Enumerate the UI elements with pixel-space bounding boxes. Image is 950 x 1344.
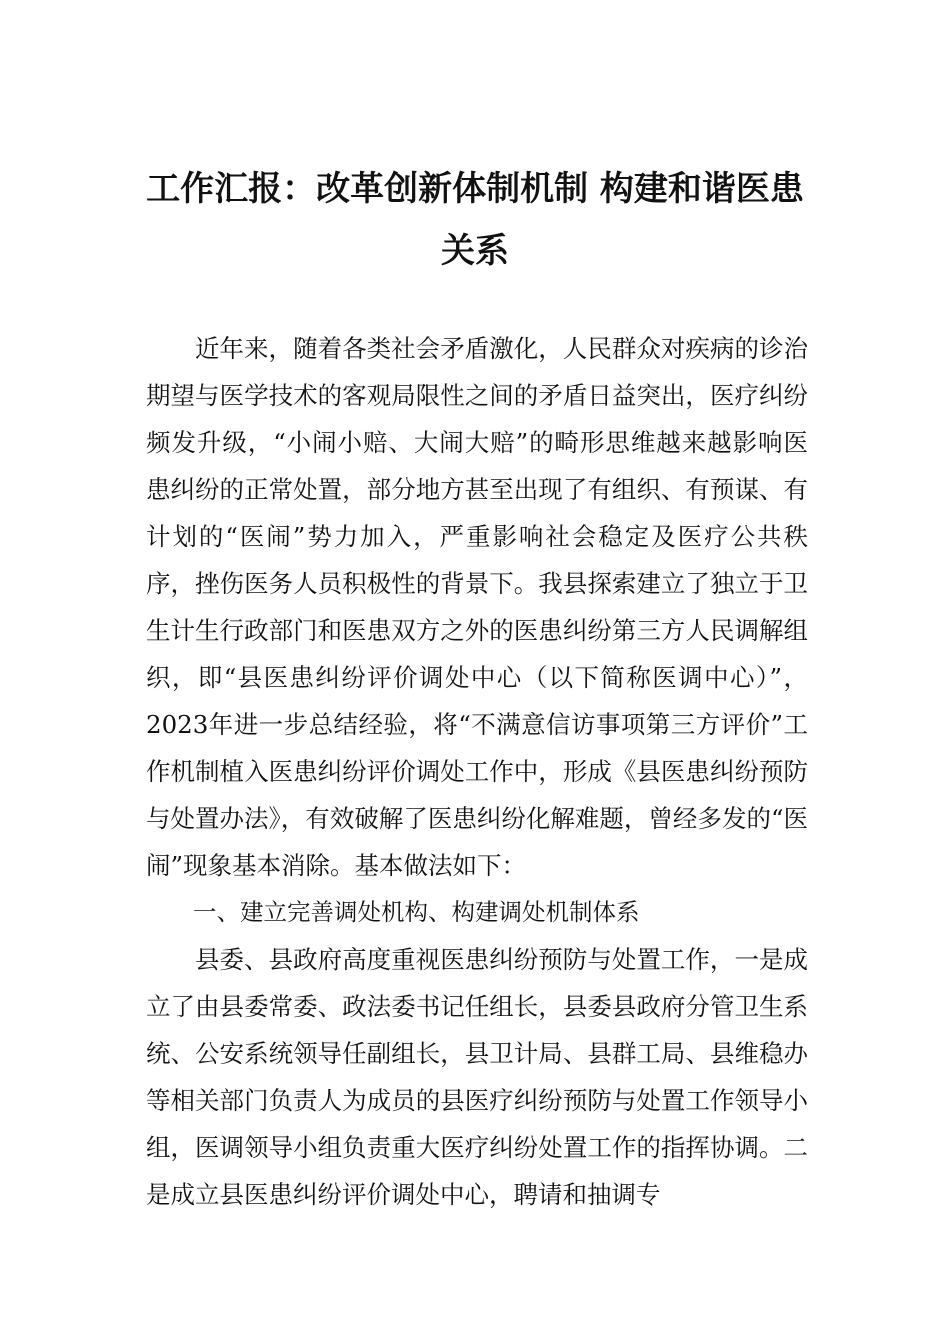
document-body	[146, 325, 808, 1218]
intro-paragraph: 近年来，随着各类社会矛盾激化，人民群众对疾病的诊治期望与医学技术的客观局限性之间的矛盾日益突出，医疗纠纷频发升级，“小闹小赔、大闹大赔”的畸形思维越来越影响医患纠纷的正常处置，部分地方甚至出现了有组织、有预谋、有计划的“医闹”势力加入，严重影响社会稳定及医疗公共秩序，挫伤医务人员积极性的背景下。我县探索建立了独立于卫生计生行政部门和医患双方之外的医患纠纷第三方人民调解组织，即“县医患纠纷评价调处中心（以下简称医调中心）”，2023年进一步总结经验，将“不满意信访事项第三方评价”工作机制植入医患纠纷评价调处工作中，形成《县医患纠纷预防与处置办法》，有效破解了医患纠纷化解难题，曾经多发的“医闹”现象基本消除。基本做法如下：	[146, 334, 808, 880]
section-heading: 一、建立完善调处机构、构建调处机制体系	[193, 898, 640, 926]
document-title: 工作汇报：改革创新体制机制 构建和谐医患关系	[146, 169, 804, 271]
section-paragraph: 县委、县政府高度重视医患纠纷预防与处置工作，一是成立了由县委常委、政法委书记任组长，县委县政府分管卫生系统、公安系统领导任副组长，县卫计局、县群工局、县维稳办等相关部门负责人为成员的县医疗纠纷预防与处置工作领导小组，医调领导小组负责重大医疗纠纷处置工作的指挥协调。二是成立县医患纠纷评价调处中心，聘请和抽调专	[146, 945, 808, 1209]
